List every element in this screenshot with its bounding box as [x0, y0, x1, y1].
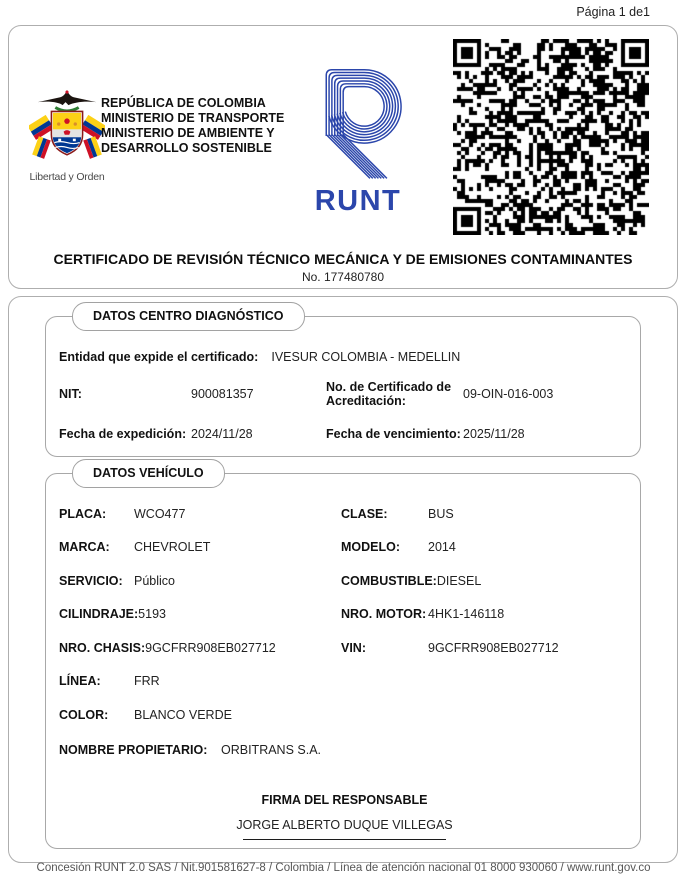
- entity-row: [59, 343, 630, 371]
- field-value: DIESEL: [436, 573, 482, 588]
- vehicle-row: [59, 698, 630, 732]
- field-label: LÍNEA:: [59, 674, 101, 689]
- field-label: VIN:: [341, 640, 366, 655]
- diagnostic-center-section: [45, 309, 641, 457]
- qr-code-icon: [453, 39, 649, 235]
- owner-label: NOMBRE PROPIETARIO:: [59, 743, 208, 758]
- runt-wordmark: RUNT: [314, 185, 402, 217]
- owner-row: [59, 734, 630, 768]
- accreditation-label: No. de Certificado de Acreditación:: [326, 380, 452, 408]
- field-value: FRR: [134, 674, 160, 689]
- ministry-line: REPÚBLICA DE COLOMBIA: [101, 96, 266, 110]
- expiry-date-value: 2025/11/28: [463, 427, 525, 441]
- wreath: [55, 108, 78, 111]
- emblem-caption: Libertad y Orden: [29, 171, 105, 183]
- nit-label: NIT:: [59, 387, 82, 401]
- field-label: MARCA:: [59, 540, 110, 555]
- field-label: CILINDRAJE:: [59, 607, 139, 622]
- signature-name: JORGE ALBERTO DUQUE VILLEGAS: [236, 818, 453, 832]
- vehicle-row: [59, 564, 630, 598]
- field-label: MODELO:: [341, 540, 401, 555]
- nit-accreditation-row: [59, 371, 630, 417]
- ministry-text: [101, 96, 284, 156]
- footer-text: Concesión RUNT 2.0 SAS / Nit.901581627-8 / Colombia / Línea de atención nacional 01 8000 930060 / www.runt.gov.co: [36, 862, 651, 874]
- field-value: 9GCFRR908EB027712: [145, 640, 276, 655]
- vehicle-section: [45, 466, 641, 849]
- issue-date-value: 2024/11/28: [191, 427, 253, 441]
- coat-of-arms-graphic: [29, 89, 105, 165]
- vehicle-row: [59, 531, 630, 565]
- field-value: BLANCO VERDE: [134, 707, 232, 722]
- page-indicator: Página 1 de1: [576, 5, 650, 19]
- right-lower-flag: [83, 136, 102, 159]
- diagnostic-center-section-title: DATOS CENTRO DIAGNÓSTICO: [72, 302, 305, 331]
- vehicle-row: [59, 598, 630, 632]
- signature-title: FIRMA DEL RESPONSABLE: [261, 793, 428, 807]
- accreditation-value: 09-OIN-016-003: [463, 387, 554, 401]
- left-flag: [29, 115, 54, 140]
- field-value: BUS: [428, 506, 454, 521]
- ministry-line: MINISTERIO DE AMBIENTE Y: [101, 126, 275, 140]
- field-label: CLASE:: [341, 506, 388, 521]
- field-label: PLACA:: [59, 506, 107, 521]
- issue-date-label: Fecha de expedición:: [59, 427, 187, 441]
- owner-value: ORBITRANS S.A.: [221, 743, 322, 758]
- vehicle-row: [59, 631, 630, 665]
- vehicle-section-title: DATOS VEHÍCULO: [72, 459, 225, 488]
- ministry-line: MINISTERIO DE TRANSPORTE: [101, 111, 285, 125]
- signature-line: [243, 839, 446, 840]
- entity-label: Entidad que expide el certificado:: [59, 350, 259, 364]
- expiry-date-label: Fecha de vencimiento:: [326, 427, 461, 441]
- runt-logo-icon: [312, 57, 404, 184]
- field-label: COMBUSTIBLE:: [341, 573, 437, 588]
- certificate-title: CERTIFICADO DE REVISIÓN TÉCNICO MECÁNICA Y DE EMISIONES CONTAMINANTES: [53, 251, 633, 267]
- field-value: CHEVROLET: [134, 540, 211, 555]
- field-label: NRO. MOTOR:: [341, 607, 427, 622]
- dates-row: [59, 417, 630, 451]
- field-label: SERVICIO:: [59, 573, 123, 588]
- nit-value: 900081357: [191, 387, 254, 401]
- body-box: [8, 296, 678, 863]
- ministry-line: DESARROLLO SOSTENIBLE: [101, 141, 272, 155]
- colombia-coat-of-arms-icon: [27, 89, 107, 183]
- certificate-number: No. 177480780: [301, 270, 385, 284]
- qr-code: [453, 39, 649, 235]
- entity-value: IVESUR COLOMBIA - MEDELLIN: [271, 350, 461, 364]
- vehicle-row: [59, 497, 630, 531]
- field-value: 4HK1-146118: [428, 607, 505, 622]
- left-lower-flag: [32, 136, 51, 159]
- field-value: 5193: [138, 607, 166, 622]
- header-box: [8, 25, 678, 289]
- field-label: NRO. CHASIS:: [59, 640, 146, 655]
- field-value: Público: [134, 573, 175, 588]
- field-label: COLOR:: [59, 707, 109, 722]
- field-value: 9GCFRR908EB027712: [428, 640, 559, 655]
- field-value: 2014: [428, 540, 456, 555]
- vehicle-row: [59, 665, 630, 699]
- field-value: WCO477: [134, 506, 186, 521]
